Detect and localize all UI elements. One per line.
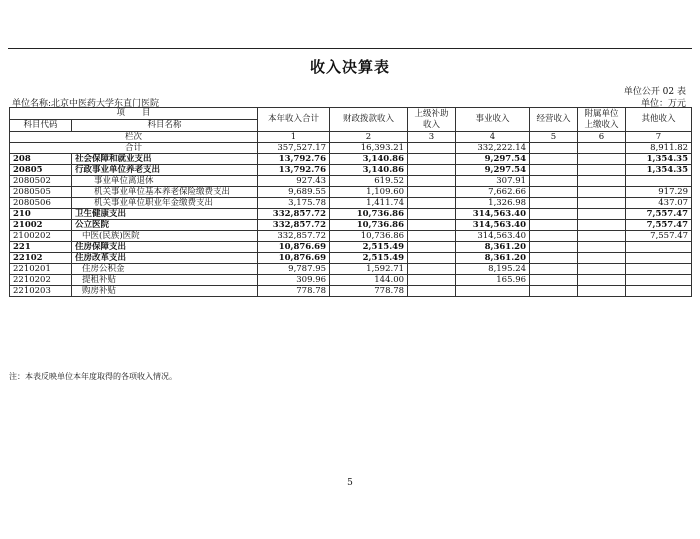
amount-cell: 7,557.47: [626, 220, 692, 231]
amount-cell: [578, 176, 626, 187]
amount-cell: 144.00: [330, 275, 408, 286]
amount-cell: 10,876.69: [258, 242, 330, 253]
subject-code: 210: [10, 209, 72, 220]
amount-cell: [456, 286, 530, 297]
amount-cell: 619.52: [330, 176, 408, 187]
subject-code: 2080502: [10, 176, 72, 187]
col-number: 6: [578, 132, 626, 143]
subject-code: 208: [10, 154, 72, 165]
amount-cell: 9,297.54: [456, 154, 530, 165]
currency-unit: 单位：万元: [640, 99, 686, 109]
amount-cell: [530, 286, 578, 297]
amount-cell: 7,557.47: [626, 231, 692, 242]
amount-cell: 3,140.86: [330, 165, 408, 176]
subject-name: 机关事业单位基本养老保险缴费支出: [72, 187, 258, 198]
amount-cell: [530, 231, 578, 242]
amount-cell: [408, 154, 456, 165]
header-operating: 经营收入: [530, 108, 578, 132]
amount-cell: [408, 253, 456, 264]
subject-name: 提租补贴: [72, 275, 258, 286]
subject-name: 行政事业单位养老支出: [72, 165, 258, 176]
amount-cell: [530, 209, 578, 220]
col-number: 5: [530, 132, 578, 143]
table-row: [10, 165, 692, 176]
amount-cell: [530, 264, 578, 275]
amount-cell: 10,736.86: [330, 220, 408, 231]
amount-cell: 10,876.69: [258, 253, 330, 264]
col-number: 2: [330, 132, 408, 143]
amount-cell: 314,563.40: [456, 231, 530, 242]
amount-cell: 1,109.60: [330, 187, 408, 198]
amount-cell: [408, 209, 456, 220]
amount-cell: [578, 198, 626, 209]
col-number-label: 栏次: [10, 132, 258, 143]
amount-cell: 314,563.40: [456, 209, 530, 220]
amount-cell: 3,175.78: [258, 198, 330, 209]
table-row: [10, 187, 692, 198]
amount-cell: 778.78: [330, 286, 408, 297]
header-affiliated-line2: 上缴收入: [584, 119, 619, 130]
subject-code: 21002: [10, 220, 72, 231]
subject-name: 机关事业单位职业年金缴费支出: [72, 198, 258, 209]
total-label: 合计: [10, 143, 258, 154]
amount-cell: 165.96: [456, 275, 530, 286]
amount-cell: 1,592.71: [330, 264, 408, 275]
subject-name: 卫生健康支出: [72, 209, 258, 220]
amount-cell: [578, 231, 626, 242]
amount-cell: 10,736.86: [330, 209, 408, 220]
amount-cell: [408, 198, 456, 209]
header-upper: [408, 108, 456, 132]
income-table: [9, 107, 692, 297]
table-header: [10, 108, 692, 132]
amount-cell: 9,787.95: [258, 264, 330, 275]
amount-cell: 13,792.76: [258, 154, 330, 165]
table-row: [10, 231, 692, 242]
amount-cell: [530, 220, 578, 231]
header-business: 事业收入: [456, 108, 530, 132]
amount-cell: 332,857.72: [258, 220, 330, 231]
amount-cell: 437.07: [626, 198, 692, 209]
amount-cell: [626, 176, 692, 187]
amount-cell: [578, 286, 626, 297]
column-number-row: [10, 132, 692, 143]
amount-cell: 307.91: [456, 176, 530, 187]
total-value: [408, 143, 456, 154]
amount-cell: 7,662.66: [456, 187, 530, 198]
amount-cell: [578, 187, 626, 198]
top-rule: [8, 48, 692, 49]
subject-code: 2210201: [10, 264, 72, 275]
amount-cell: [408, 176, 456, 187]
amount-cell: 9,689.55: [258, 187, 330, 198]
amount-cell: 1,354.35: [626, 154, 692, 165]
amount-cell: [578, 220, 626, 231]
col-number: 7: [626, 132, 692, 143]
subject-code: 2080506: [10, 198, 72, 209]
subject-name: 事业单位离退休: [72, 176, 258, 187]
header-xiangmu: 项 目: [10, 108, 258, 120]
subject-name: 住房改革支出: [72, 253, 258, 264]
amount-cell: 13,792.76: [258, 165, 330, 176]
subject-code: 22102: [10, 253, 72, 264]
amount-cell: [530, 275, 578, 286]
amount-cell: 778.78: [258, 286, 330, 297]
amount-cell: [530, 176, 578, 187]
amount-cell: [578, 165, 626, 176]
amount-cell: [408, 242, 456, 253]
amount-cell: 314,563.40: [456, 220, 530, 231]
subject-code: 2100202: [10, 231, 72, 242]
col-number: 4: [456, 132, 530, 143]
amount-cell: 8,361.20: [456, 242, 530, 253]
header-upper-line2: 收入: [423, 119, 441, 130]
amount-cell: 917.29: [626, 187, 692, 198]
header-affiliated-line1: 附属单位: [584, 108, 619, 119]
unit-name: 单位名称:北京中医药大学东直门医院: [12, 99, 160, 109]
table-row: [10, 253, 692, 264]
amount-cell: [626, 253, 692, 264]
amount-cell: [408, 275, 456, 286]
table-row: [10, 176, 692, 187]
subject-name: 购房补贴: [72, 286, 258, 297]
amount-cell: 332,857.72: [258, 231, 330, 242]
amount-cell: [578, 264, 626, 275]
amount-cell: [578, 154, 626, 165]
table-row: [10, 264, 692, 275]
subject-code: 2210203: [10, 286, 72, 297]
subject-code: 2210202: [10, 275, 72, 286]
table-row: [10, 242, 692, 253]
amount-cell: 8,195.24: [456, 264, 530, 275]
total-value: [578, 143, 626, 154]
amount-cell: 309.96: [258, 275, 330, 286]
amount-cell: [626, 242, 692, 253]
amount-cell: [578, 242, 626, 253]
amount-cell: [530, 242, 578, 253]
amount-cell: 1,354.35: [626, 165, 692, 176]
amount-cell: 8,361.20: [456, 253, 530, 264]
total-value: 332,222.14: [456, 143, 530, 154]
header-other: 其他收入: [626, 108, 692, 132]
amount-cell: [530, 165, 578, 176]
total-row: [10, 143, 692, 154]
amount-cell: [578, 209, 626, 220]
amount-cell: 332,857.72: [258, 209, 330, 220]
amount-cell: 1,326.98: [456, 198, 530, 209]
total-value: 357,527.17: [258, 143, 330, 154]
header-fiscal: 财政拨款收入: [330, 108, 408, 132]
amount-cell: [408, 165, 456, 176]
table-row: [10, 209, 692, 220]
subject-code: 2080505: [10, 187, 72, 198]
col-number: 1: [258, 132, 330, 143]
amount-cell: [530, 198, 578, 209]
header-name: 科目名称: [72, 120, 258, 132]
header-upper-line1: 上级补助: [414, 108, 449, 119]
amount-cell: [530, 253, 578, 264]
amount-cell: [530, 187, 578, 198]
table-row: [10, 198, 692, 209]
subject-code: 20805: [10, 165, 72, 176]
amount-cell: [626, 286, 692, 297]
amount-cell: 3,140.86: [330, 154, 408, 165]
total-value: [530, 143, 578, 154]
header-total: 本年收入合计: [258, 108, 330, 132]
amount-cell: [408, 264, 456, 275]
total-value: 8,911.82: [626, 143, 692, 154]
form-number: 单位公开 02 表: [623, 87, 686, 97]
amount-cell: 10,736.86: [330, 231, 408, 242]
table-row: [10, 275, 692, 286]
amount-cell: 2,515.49: [330, 253, 408, 264]
amount-cell: [626, 275, 692, 286]
amount-cell: [626, 264, 692, 275]
amount-cell: [530, 154, 578, 165]
subject-name: 中医(民族)医院: [72, 231, 258, 242]
page-title: 收入决算表: [309, 58, 390, 76]
amount-cell: 2,515.49: [330, 242, 408, 253]
header-code: 科目代码: [10, 120, 72, 132]
amount-cell: [578, 275, 626, 286]
amount-cell: 9,297.54: [456, 165, 530, 176]
subject-name: 住房公积金: [72, 264, 258, 275]
amount-cell: [578, 253, 626, 264]
subject-name: 社会保障和就业支出: [72, 154, 258, 165]
total-value: 16,393.21: [330, 143, 408, 154]
amount-cell: [408, 220, 456, 231]
amount-cell: [408, 187, 456, 198]
table-row: [10, 220, 692, 231]
page-number: 5: [347, 478, 353, 488]
header-affiliated: [578, 108, 626, 132]
col-number: 3: [408, 132, 456, 143]
subject-code: 221: [10, 242, 72, 253]
table-note: 注：本表反映单位本年度取得的各项收入情况。: [9, 372, 177, 381]
table-row: [10, 154, 692, 165]
amount-cell: [408, 231, 456, 242]
subject-name: 住房保障支出: [72, 242, 258, 253]
amount-cell: 927.43: [258, 176, 330, 187]
amount-cell: 1,411.74: [330, 198, 408, 209]
amount-cell: 7,557.47: [626, 209, 692, 220]
table-body: [10, 132, 692, 297]
amount-cell: [408, 286, 456, 297]
subject-name: 公立医院: [72, 220, 258, 231]
table-row: [10, 286, 692, 297]
